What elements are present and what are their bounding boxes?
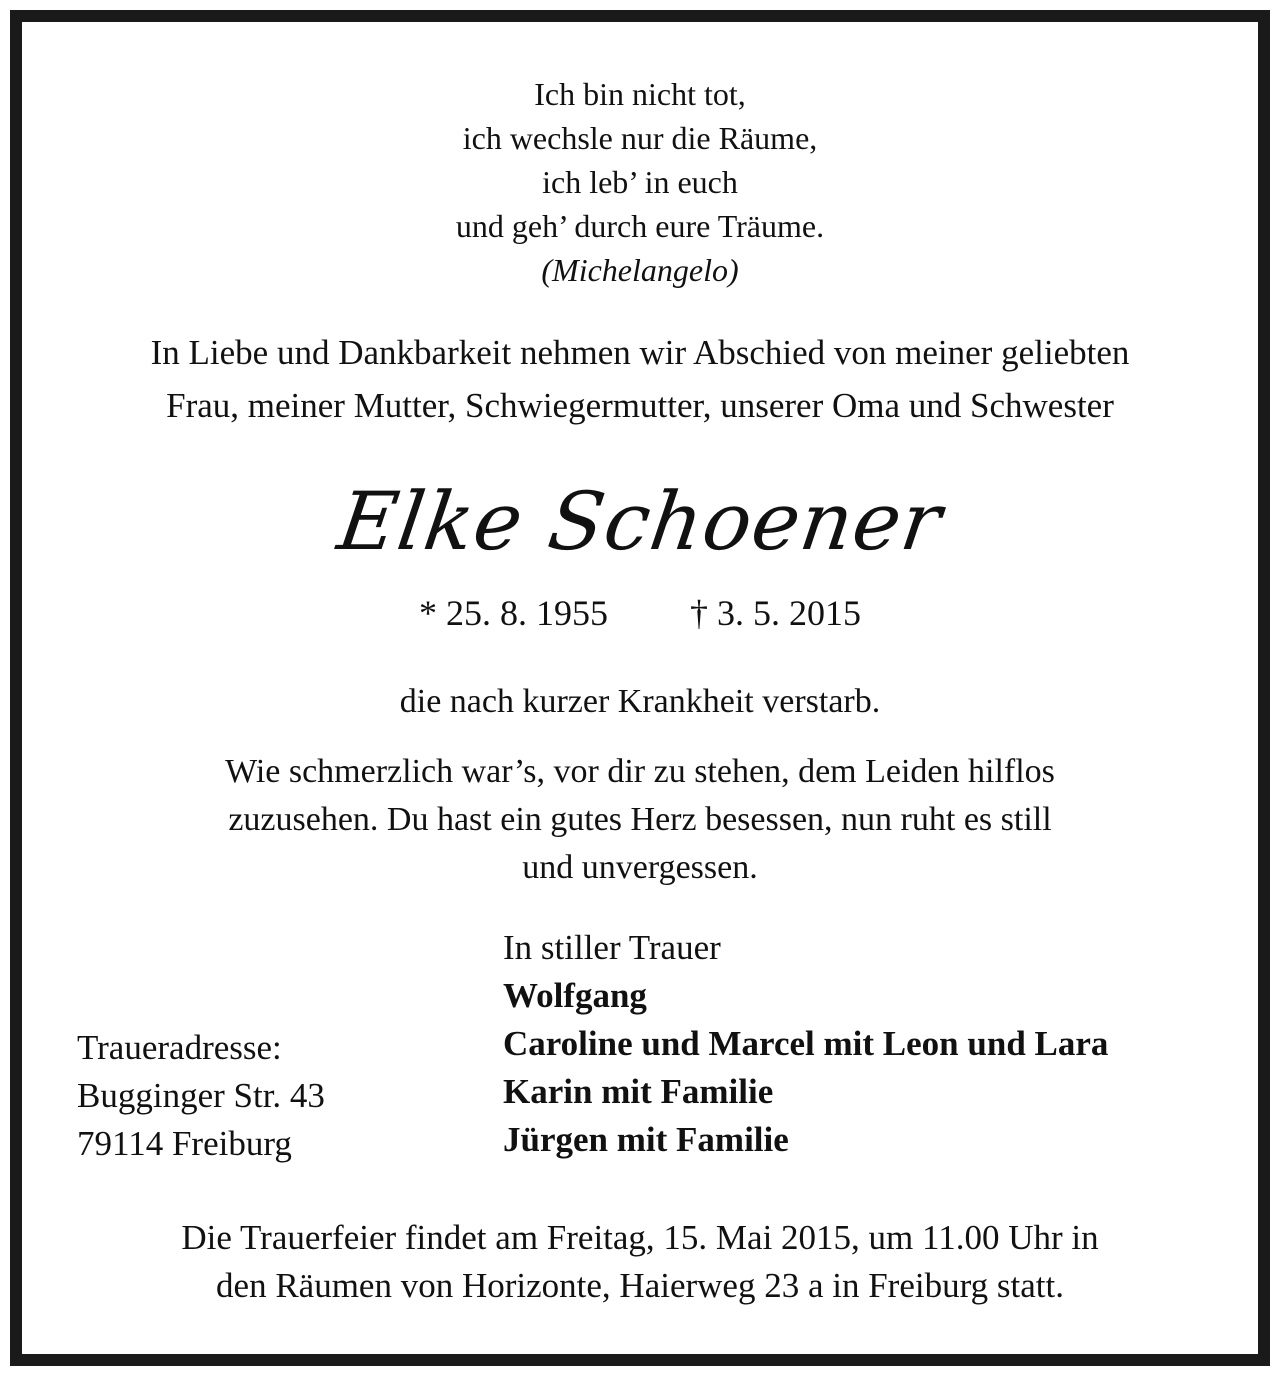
verse-line: zuzusehen. Du hast ein gutes Herz besessen, nun ruht es still [228, 801, 1052, 838]
verse [0, 748, 1280, 892]
mourner-name: Wolfgang [503, 976, 647, 1015]
cause-of-death: die nach kurzer Krankheit verstarb. [399, 683, 881, 720]
poem-line: ich leb’ in euch [542, 164, 738, 200]
poem-line: Ich bin nicht tot, [534, 76, 746, 112]
intro-line: Frau, meiner Mutter, Schwiegermutter, unserer Oma und Schwester [166, 386, 1114, 425]
ceremony-info [0, 1214, 1280, 1310]
ceremony-line: den Räumen von Horizonte, Haierweg 23 a in Freiburg statt. [216, 1266, 1064, 1305]
life-dates [0, 588, 1280, 638]
mourner-name: Karin mit Familie [503, 1072, 774, 1111]
mourning-address [77, 1024, 325, 1168]
mourner-name: Jürgen mit Familie [503, 1120, 789, 1159]
mourners [503, 924, 1108, 1164]
address-city: 79114 Freiburg [77, 1124, 292, 1163]
death-date: † 3. 5. 2015 [690, 593, 861, 633]
poem [0, 72, 1280, 292]
mourner-name: Caroline und Marcel mit Leon und Lara [503, 1024, 1109, 1063]
mourners-heading: In stiller Trauer [503, 928, 721, 967]
address-label: Traueradresse: [77, 1028, 282, 1067]
deceased-name: Elke Schoener [332, 475, 948, 568]
address-street: Bugginger Str. 43 [77, 1076, 325, 1115]
poem-line: und geh’ durch eure Träume. [455, 208, 825, 244]
poem-line: ich wechsle nur die Räume, [462, 120, 818, 156]
verse-line: Wie schmerzlich war’s, vor dir zu stehen, dem Leiden hilflos [225, 753, 1055, 790]
verse-line: und unvergessen. [522, 849, 758, 886]
intro-text [0, 326, 1280, 432]
intro-line: In Liebe und Dankbarkeit nehmen wir Abschied von meiner geliebten [150, 333, 1130, 372]
ceremony-line: Die Trauerfeier findet am Freitag, 15. Mai 2015, um 11.00 Uhr in [181, 1218, 1099, 1257]
poem-author: (Michelangelo) [541, 252, 739, 288]
birth-date: * 25. 8. 1955 [419, 593, 608, 633]
